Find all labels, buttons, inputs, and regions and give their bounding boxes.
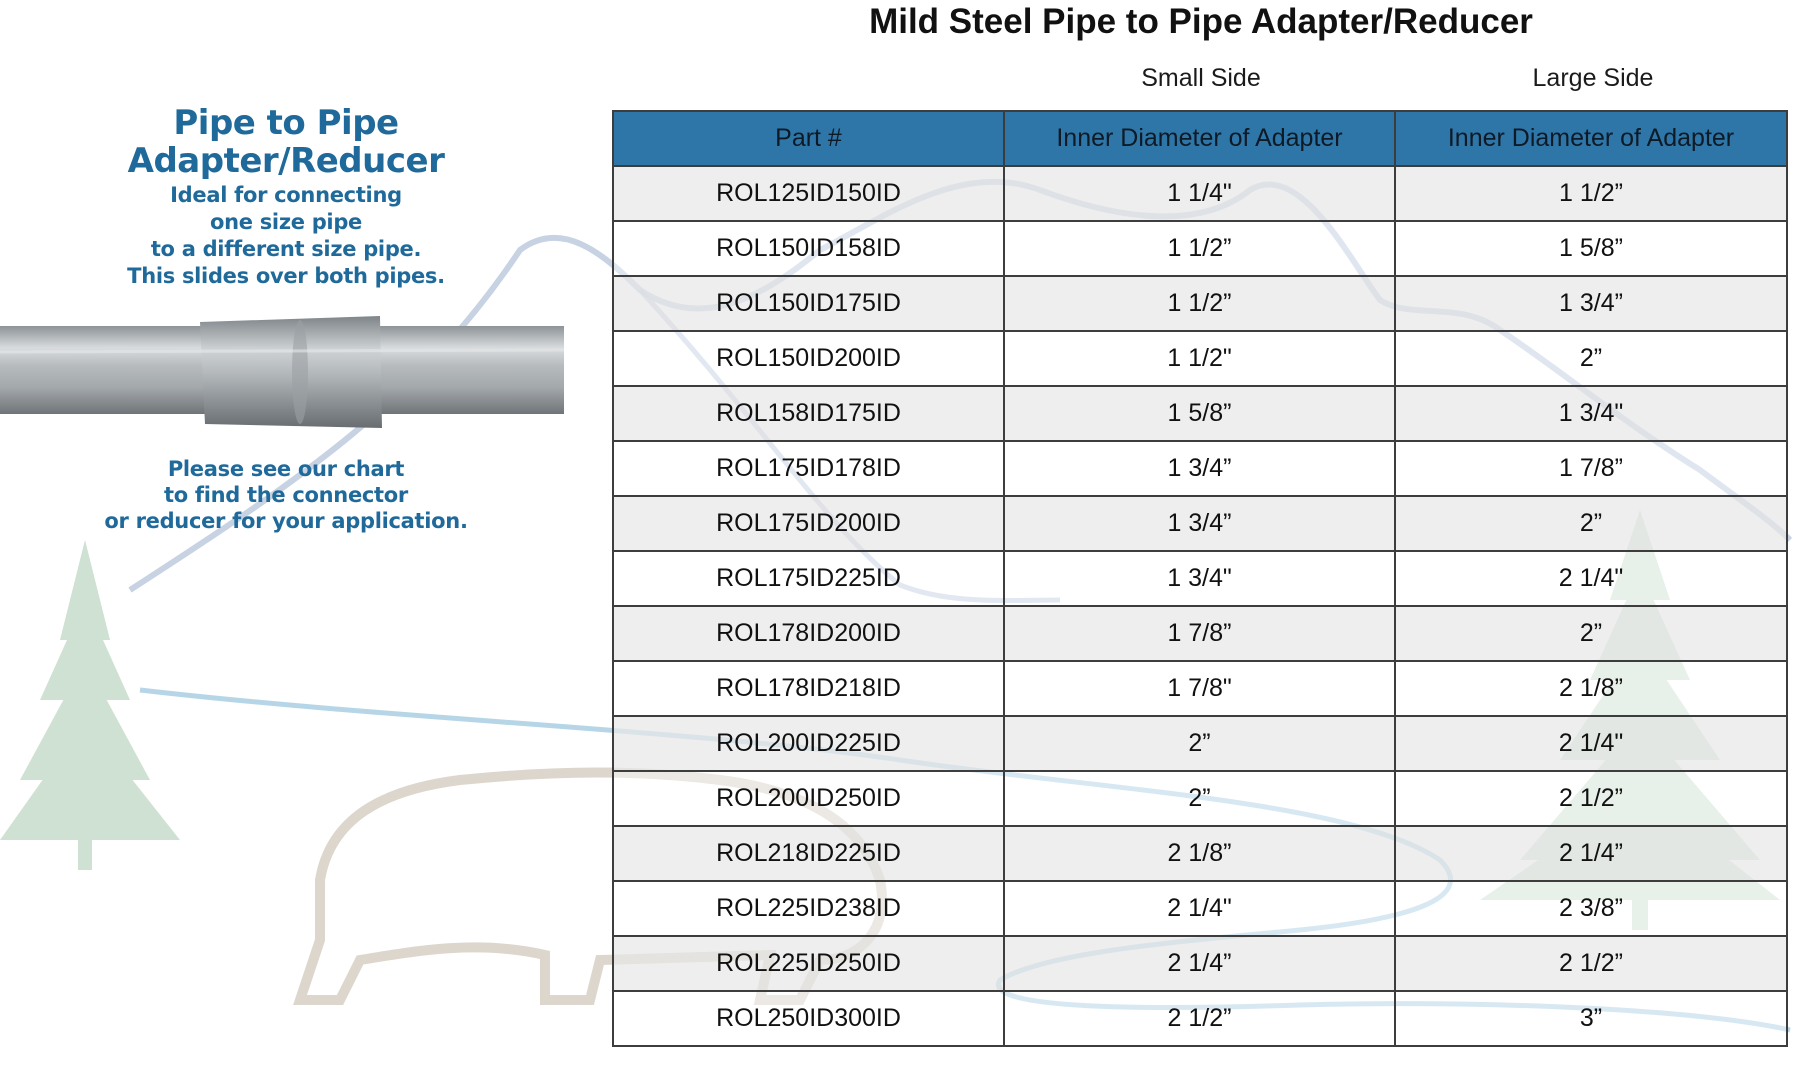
promo-title-line: Adapter/Reducer: [127, 141, 445, 181]
table-row: [613, 221, 1787, 276]
part-number-cell: ROL218ID225ID: [613, 826, 1004, 881]
large-side-id-cell: 2 1/4": [1395, 551, 1787, 606]
table-row: [613, 496, 1787, 551]
part-number-cell: ROL200ID225ID: [613, 716, 1004, 771]
part-number-cell: ROL150ID175ID: [613, 276, 1004, 331]
header-large-side-id: Inner Diameter of Adapter: [1395, 111, 1787, 166]
header-small-side-id: Inner Diameter of Adapter: [1004, 111, 1395, 166]
part-number-cell: ROL150ID158ID: [613, 221, 1004, 276]
large-side-id-cell: 1 3/4”: [1395, 276, 1787, 331]
promo-description-line: to a different size pipe.: [150, 237, 422, 261]
table-row: [613, 331, 1787, 386]
table-row: [613, 441, 1787, 496]
promo-cta: [86, 456, 486, 534]
promo-title: [86, 104, 486, 180]
small-side-id-cell: 1 7/8": [1004, 661, 1395, 716]
small-side-id-cell: 2”: [1004, 716, 1395, 771]
large-side-id-cell: 2 1/4": [1395, 716, 1787, 771]
table-row: [613, 386, 1787, 441]
table-row: [613, 166, 1787, 221]
part-number-cell: ROL175ID178ID: [613, 441, 1004, 496]
small-side-id-cell: 2 1/8”: [1004, 826, 1395, 881]
small-side-id-cell: 1 1/2": [1004, 331, 1395, 386]
header-part-number: Part #: [613, 111, 1004, 166]
large-side-id-cell: 3”: [1395, 991, 1787, 1046]
promo-description: [86, 182, 486, 290]
small-side-id-cell: 1 5/8”: [1004, 386, 1395, 441]
large-side-id-cell: 2”: [1395, 496, 1787, 551]
promo-cta-line: Please see our chart: [167, 457, 405, 481]
part-number-cell: ROL225ID250ID: [613, 936, 1004, 991]
part-number-cell: ROL225ID238ID: [613, 881, 1004, 936]
promo-cta-line: to find the connector: [164, 483, 408, 507]
adapter-spec-table: [612, 110, 1788, 1047]
table-row: [613, 771, 1787, 826]
large-side-id-cell: 2”: [1395, 331, 1787, 386]
promo-cta-line: or reducer for your application.: [104, 509, 468, 533]
small-side-id-cell: 1 1/2”: [1004, 276, 1395, 331]
table-row: [613, 991, 1787, 1046]
small-side-id-cell: 1 1/4": [1004, 166, 1395, 221]
table-row: [613, 716, 1787, 771]
promo-description-line: one size pipe: [209, 210, 362, 234]
part-number-cell: ROL250ID300ID: [613, 991, 1004, 1046]
table-row: [613, 936, 1787, 991]
small-side-id-cell: 1 3/4": [1004, 551, 1395, 606]
part-number-cell: ROL125ID150ID: [613, 166, 1004, 221]
small-side-id-cell: 2 1/4”: [1004, 936, 1395, 991]
part-number-cell: ROL200ID250ID: [613, 771, 1004, 826]
large-side-label: Large Side: [1532, 64, 1654, 92]
large-side-id-cell: 2 1/4”: [1395, 826, 1787, 881]
part-number-cell: ROL175ID200ID: [613, 496, 1004, 551]
small-side-id-cell: 1 3/4”: [1004, 441, 1395, 496]
part-number-cell: ROL175ID225ID: [613, 551, 1004, 606]
large-side-id-cell: 1 7/8”: [1395, 441, 1787, 496]
table-row: [613, 661, 1787, 716]
page-title: Mild Steel Pipe to Pipe Adapter/Reducer: [869, 2, 1533, 41]
table-row: [613, 551, 1787, 606]
large-side-id-cell: 1 1/2”: [1395, 166, 1787, 221]
small-side-label: Small Side: [1141, 64, 1261, 92]
promo-description-line: Ideal for connecting: [170, 183, 402, 207]
large-side-id-cell: 2 3/8”: [1395, 881, 1787, 936]
small-side-id-cell: 1 1/2”: [1004, 221, 1395, 276]
part-number-cell: ROL158ID175ID: [613, 386, 1004, 441]
part-number-cell: ROL178ID218ID: [613, 661, 1004, 716]
table-row: [613, 606, 1787, 661]
promo-description-line: This slides over both pipes.: [127, 264, 445, 288]
table-row: [613, 881, 1787, 936]
table-header-row: [613, 111, 1787, 166]
large-side-id-cell: 1 5/8”: [1395, 221, 1787, 276]
large-side-id-cell: 2 1/8”: [1395, 661, 1787, 716]
large-side-id-cell: 2 1/2”: [1395, 936, 1787, 991]
part-number-cell: ROL150ID200ID: [613, 331, 1004, 386]
table-row: [613, 276, 1787, 331]
small-side-id-cell: 2 1/2”: [1004, 991, 1395, 1046]
small-side-id-cell: 1 7/8”: [1004, 606, 1395, 661]
large-side-id-cell: 1 3/4": [1395, 386, 1787, 441]
small-side-id-cell: 2”: [1004, 771, 1395, 826]
small-side-id-cell: 2 1/4": [1004, 881, 1395, 936]
pipe-adapter-image: [0, 312, 564, 432]
table-row: [613, 826, 1787, 881]
pine-tree-left: [0, 540, 180, 870]
part-number-cell: ROL178ID200ID: [613, 606, 1004, 661]
large-side-id-cell: 2”: [1395, 606, 1787, 661]
large-side-id-cell: 2 1/2”: [1395, 771, 1787, 826]
promo-title-line: Pipe to Pipe: [173, 103, 399, 143]
small-side-id-cell: 1 3/4”: [1004, 496, 1395, 551]
